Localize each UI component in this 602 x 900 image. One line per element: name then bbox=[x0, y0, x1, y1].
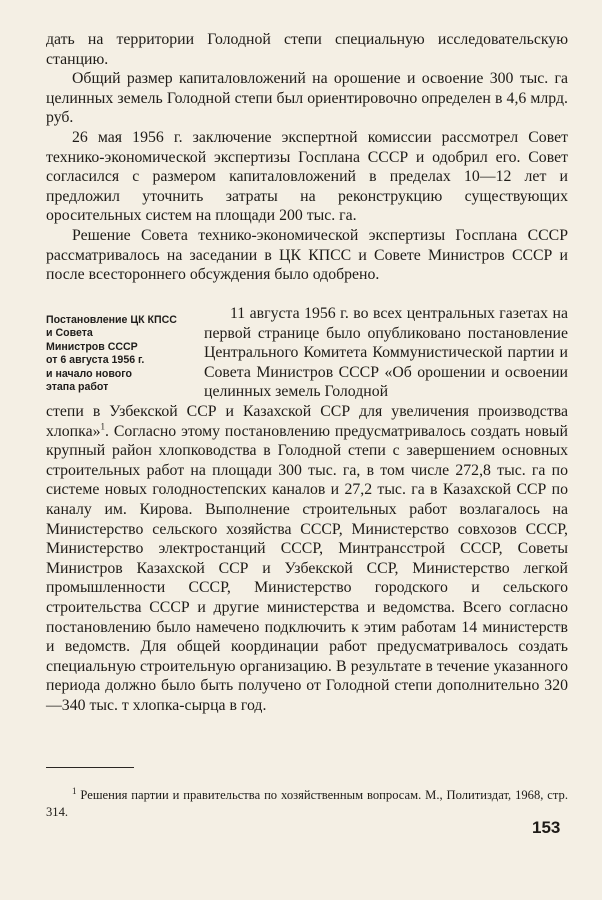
paragraph-2: Общий размер капиталовложений на орошение и освоение 300 тыс. га целинных земель Голодной степи был ориентировочно определен в 4,6 млрд. руб. bbox=[46, 70, 568, 127]
footnote-reference: 1 bbox=[100, 421, 105, 432]
margin-heading-line: от 6 августа 1956 г. bbox=[46, 354, 145, 367]
paragraph-1: дать на территории Голодной степи специальную исследовательскую станцию. bbox=[46, 31, 568, 68]
paragraph-5-text: . Согласно этому постановлению предусматривалось создать новый крупный район хлопководства в Голодной степи с завершением основных строительных работ на площади 300 тыс. га, в том числе 272,8 тыс. га по системе новых голодностепских каналов и 27,2 тыс. га в Казахской ССР по каналу им. Кирова. Выполнение строительных работ возлагалось на Министерство сельского хозяйства СССР, Министерство совхозов СССР, Министерство электростанций СССР, Минтрансстрой СССР, Советы Министров Казахской ССР и Узбекской ССР, Министерство легкой промышленности СССР, Министерство городского и сельского строительства СССР и другие министерства и ведомства. Всего согласно постановлению было намечено подключить к этим работам 14 министерств и ведомств. Для общей координации работ предусматривалось создать специальную строительную организацию. В результате в течение указанного периода должно было быть получено от Голодной степи дополнительно 320—340 тыс. т хлопка-сырца в год. bbox=[46, 422, 568, 714]
margin-heading-line: этапа работ bbox=[46, 381, 109, 394]
footnote bbox=[46, 787, 568, 821]
paragraph-3: 26 мая 1956 г. заключение экспертной комиссии рассмотрел Совет технико-экономической экспертизы Госплана СССР и одобрил его. Совет согласился с размером капиталовложений в пределах 10—12 лет и предложил уточнить затраты на реконструкцию существующих оросительных систем на площади 200 тыс. га. bbox=[46, 128, 568, 225]
body-text-top bbox=[46, 30, 568, 285]
paragraph-5-continued bbox=[46, 402, 568, 716]
margin-heading bbox=[46, 314, 184, 394]
narrow-column-text bbox=[204, 304, 568, 402]
paragraph-5-start: 11 августа 1956 г. во всех центральных газетах на первой странице было опубликовано постановление Центрального Комитета Коммунистической партии и Совета Министров СССР «Об орошении и освоении целинных земель Голодной bbox=[204, 305, 568, 401]
footnote-text: Решения партии и правительства по хозяйственным вопросам. М., Политиздат, 1968, стр. 314. bbox=[46, 787, 568, 819]
footnote-mark: 1 bbox=[72, 785, 77, 796]
paragraph-5-text: степи в Узбекской ССР и Казахской ССР для увеличения производства хлопка» bbox=[46, 403, 568, 440]
margin-heading-line: Постановление ЦК КПСС bbox=[46, 314, 177, 326]
page-number: 153 bbox=[532, 818, 561, 837]
margin-heading-line: и Совета bbox=[46, 327, 93, 340]
paragraph-4: Решение Совета технико-экономической экспертизы Госплана СССР рассматривалось на заседании в ЦК КПСС и Совете Министров СССР и после всестороннего обсуждения было одобрено. bbox=[46, 226, 568, 284]
body-text-bottom bbox=[46, 402, 568, 716]
footnote-divider bbox=[46, 767, 134, 768]
margin-heading-line: Министров СССР bbox=[46, 340, 138, 353]
margin-heading-line: и начало нового bbox=[46, 367, 132, 380]
